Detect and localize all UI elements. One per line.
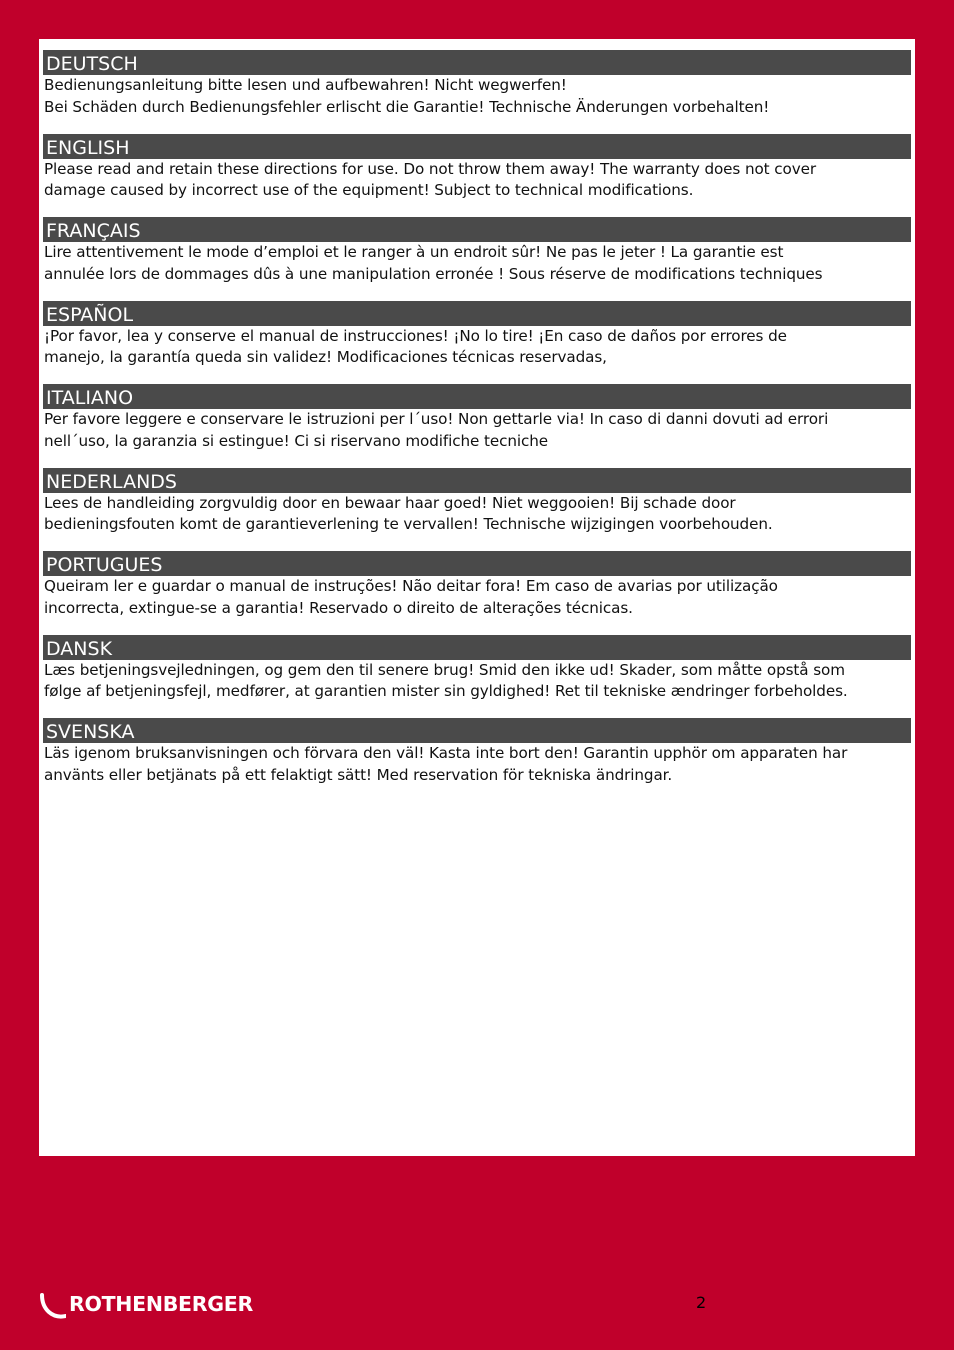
section-body [43, 743, 911, 786]
section-line: bedieningsfouten komt de garantieverlening te vervallen! Technische wijzigingen voorbehouden. [44, 515, 773, 533]
section-body [43, 326, 911, 369]
section-deutsch [43, 50, 911, 134]
section-title: FRANÇAIS [43, 217, 911, 242]
section-title: ESPAÑOL [43, 301, 911, 326]
section-line: følge af betjeningsfejl, medfører, at garantien mister sin gyldighed! Ret til tekniske ændringer forbeholdes. [44, 682, 848, 700]
section-body [43, 159, 911, 202]
section-espanol [43, 301, 911, 385]
section-line: incorrecta, extingue-se a garantia! Reservado o direito de alterações técnicas. [44, 598, 633, 617]
section-body [43, 660, 911, 703]
section-line: använts eller betjänats på ett felaktigt sätt! Med reservation för tekniska ändringar. [44, 765, 673, 784]
section-line: Per favore leggere e conservare le istruzioni per l´uso! Non gettarle via! In caso di danni dovuti ad errori [44, 410, 829, 428]
section-title: ENGLISH [43, 134, 911, 159]
content-panel [39, 39, 915, 1156]
section-title: SVENSKA [43, 718, 911, 743]
section-line: nell´uso, la garanzia si estingue! Ci si riservano modifiche tecniche [44, 431, 549, 450]
section-line: manejo, la garantía queda sin validez! Modificaciones técnicas reservadas, [44, 348, 607, 366]
brand-name: ROTHENBERGER [69, 1292, 253, 1316]
section-title: DANSK [43, 635, 911, 660]
section-body [43, 242, 911, 285]
section-line: Please read and retain these directions for use. Do not throw them away! The warranty does not cover [44, 159, 816, 178]
section-nederlands [43, 468, 911, 552]
section-line: Bei Schäden durch Bedienungsfehler erlischt die Garantie! Technische Änderungen vorbehalten! [44, 97, 770, 116]
section-title: NEDERLANDS [43, 468, 911, 493]
section-body [43, 493, 911, 536]
section-line: annulée lors de dommages dûs à une manipulation erronée ! Sous réserve de modifications techniques [44, 264, 823, 283]
section-body [43, 75, 911, 118]
section-portugues [43, 551, 911, 635]
section-line: Lees de handleiding zorgvuldig door en bewaar haar goed! Niet weggooien! Bij schade door [44, 493, 736, 512]
page-number: 2 [696, 1293, 707, 1312]
section-line: Queiram ler e guardar o manual de instruções! Não deitar fora! Em caso de avarias por utilização [44, 577, 778, 595]
section-line: Läs igenom bruksanvisningen och förvara den väl! Kasta inte bort den! Garantin upphör om apparaten har [44, 744, 848, 762]
section-english [43, 134, 911, 218]
section-line: ¡Por favor, lea y conserve el manual de instrucciones! ¡No lo tire! ¡En caso de daños por errores de [44, 326, 787, 345]
section-svenska [43, 718, 911, 802]
section-title: ITALIANO [43, 384, 911, 409]
section-line: Lire attentivement le mode d’emploi et le ranger à un endroit sûr! Ne pas le jeter ! La garantie est [44, 243, 784, 261]
section-line: Læs betjeningsvejledningen, og gem den til senere brug! Smid den ikke ud! Skader, som måtte opstå som [44, 660, 845, 679]
section-body [43, 409, 911, 452]
section-italiano [43, 384, 911, 468]
section-title: DEUTSCH [43, 50, 911, 75]
section-dansk [43, 635, 911, 719]
rothenberger-swoosh-icon [40, 1289, 66, 1319]
section-line: Bedienungsanleitung bitte lesen und aufbewahren! Nicht wegwerfen! [44, 76, 567, 94]
section-title: PORTUGUES [43, 551, 911, 576]
section-line: damage caused by incorrect use of the equipment! Subject to technical modifications. [44, 181, 694, 199]
section-body [43, 576, 911, 619]
section-francais [43, 217, 911, 301]
brand-logo [40, 1288, 253, 1320]
